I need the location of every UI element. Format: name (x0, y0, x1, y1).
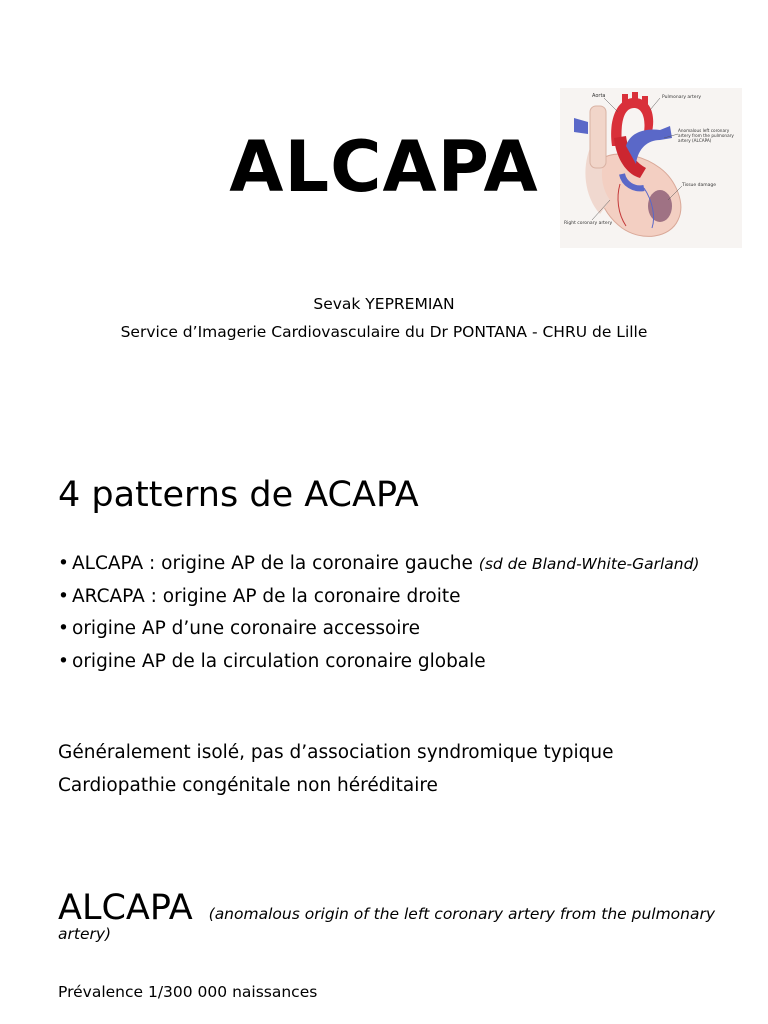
list-item: • ALCAPA : origine AP de la coronaire gauche (sd de Bland-White-Garland) (58, 553, 700, 574)
section-heading: 4 patterns de ACAPA (58, 475, 419, 515)
label-anomalous-3: artery (ALCAPA) (678, 138, 712, 143)
alcapa-term: ALCAPA (58, 888, 193, 928)
label-tissue-damage: Tissue damage (682, 183, 716, 188)
label-anomalous-2: artery from the pulmonary (678, 133, 734, 138)
list-item-note: (sd de Bland-White-Garland) (478, 555, 700, 573)
label-anomalous: Anomalous left coronary (678, 128, 730, 133)
list-item: • origine AP de la circulation coronaire globale (58, 650, 486, 672)
patterns-list (58, 548, 699, 678)
list-item: • ARCAPA : origine AP de la coronaire droite (58, 585, 461, 607)
paragraph-congenital: Cardiopathie congénitale non héréditaire (58, 775, 438, 796)
slide-title: ALCAPA (229, 126, 539, 208)
list-item-text: ALCAPA : origine AP de la coronaire gauche (72, 553, 473, 574)
author: Sevak YEPREMIAN (313, 295, 455, 313)
label-right-coronary: Right coronary artery (564, 221, 613, 226)
heart-illustration (560, 88, 742, 248)
list-item-text: origine AP d’une coronaire accessoire (72, 618, 421, 639)
label-aorta: Aorta (592, 93, 606, 99)
list-item-text: origine AP de la circulation coronaire globale (72, 650, 486, 672)
list-item: • origine AP d’une coronaire accessoire (58, 618, 421, 639)
label-pulmonary-artery: Pulmonary artery (662, 95, 702, 100)
alcapa-definition: (anomalous origin of the left coronary artery from the pulmonary artery) (58, 905, 716, 943)
alcapa-definition-block (58, 888, 718, 944)
prevalence: Prévalence 1/300 000 naissances (58, 983, 318, 1001)
list-item-text: ARCAPA : origine AP de la coronaire droite (72, 585, 461, 607)
paragraph-isolated: Généralement isolé, pas d’association syndromique typique (58, 742, 614, 763)
affiliation: Service d’Imagerie Cardiovasculaire du Dr PONTANA - CHRU de Lille (120, 323, 648, 341)
